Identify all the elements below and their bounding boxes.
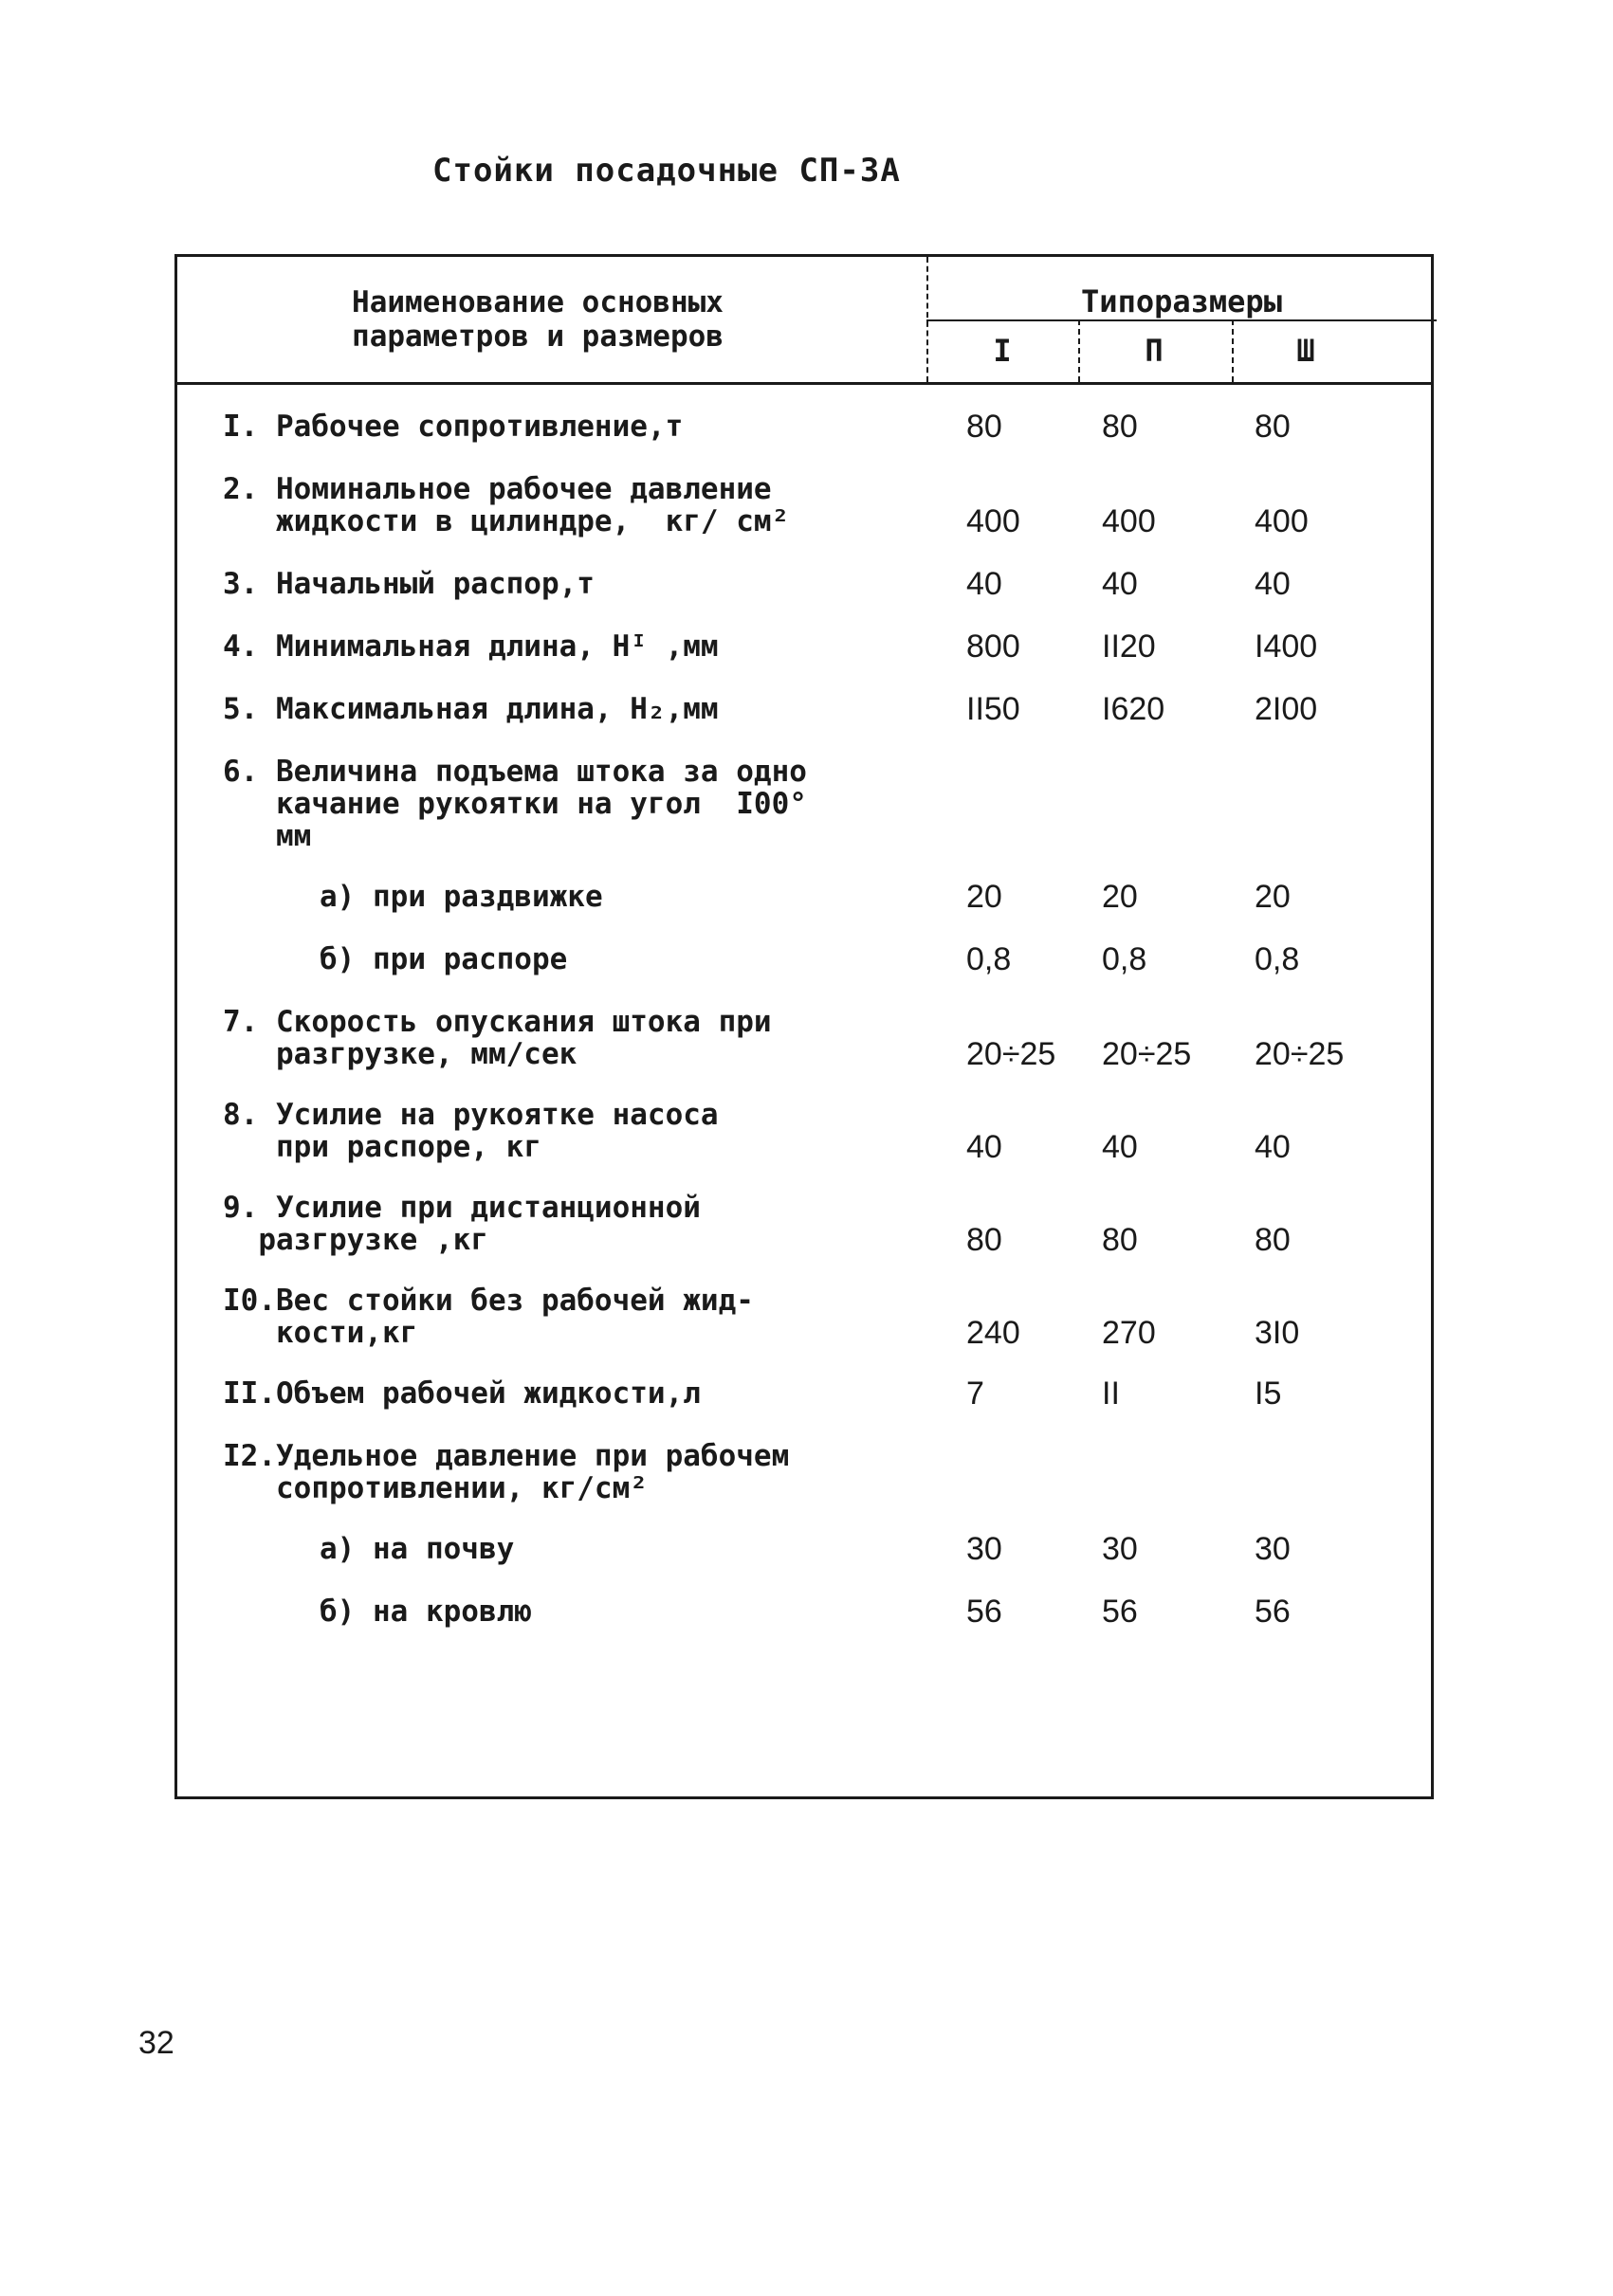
row-label: 5. Максимальная длина, H₂,мм bbox=[223, 692, 719, 726]
column-header-1: I bbox=[993, 333, 1012, 369]
row-value-col-2: 20÷25 bbox=[1102, 1036, 1192, 1072]
row-value-col-1: 800 bbox=[966, 629, 1020, 665]
parameters-table bbox=[174, 254, 1434, 1799]
row-label: б) при распоре bbox=[320, 942, 568, 976]
row-value-col-3: 20 bbox=[1255, 879, 1291, 915]
row-value-col-3: 40 bbox=[1255, 1129, 1291, 1165]
row-label: а) на почву bbox=[320, 1532, 515, 1566]
row-label: 6. Величина подъема штока за одно качание рукоятки на угол I00° мм bbox=[223, 755, 807, 853]
row-value-col-3: 20÷25 bbox=[1255, 1036, 1345, 1072]
parameter-column-header bbox=[291, 285, 784, 354]
row-value-col-2: 56 bbox=[1102, 1594, 1138, 1630]
row-value-col-2: 40 bbox=[1102, 566, 1138, 602]
row-label: 2. Номинальное рабочее давление жидкости в цилиндре, кг/ см² bbox=[223, 472, 790, 538]
row-label: I2.Удельное давление при рабочем сопротивлении, кг/см² bbox=[223, 1439, 790, 1505]
row-label: I. Рабочее сопротивление,т bbox=[223, 410, 684, 444]
row-value-col-2: I620 bbox=[1102, 691, 1165, 727]
row-value-col-2: 40 bbox=[1102, 1129, 1138, 1165]
row-value-col-1: 80 bbox=[966, 409, 1002, 445]
row-value-col-3: 56 bbox=[1255, 1594, 1291, 1630]
header-subrule bbox=[926, 319, 1437, 321]
row-value-col-1: 40 bbox=[966, 566, 1002, 602]
row-value-col-3: 0,8 bbox=[1255, 941, 1300, 977]
document-title: Стойки посадочные СП-3А bbox=[432, 152, 901, 190]
row-value-col-3: 400 bbox=[1255, 503, 1309, 539]
row-value-col-1: 20÷25 bbox=[966, 1036, 1056, 1072]
parameter-header-line: Наименование основных bbox=[352, 285, 724, 319]
row-label: а) при раздвижке bbox=[320, 880, 603, 914]
column-header-3: Ш bbox=[1296, 333, 1315, 369]
row-label: 4. Минимальная длина, Hᴵ ,мм bbox=[223, 629, 719, 664]
row-value-col-2: 80 bbox=[1102, 1222, 1138, 1258]
parameter-header-line: параметров и размеров bbox=[352, 319, 724, 354]
row-value-col-1: 7 bbox=[966, 1376, 984, 1412]
row-value-col-1: 0,8 bbox=[966, 941, 1012, 977]
subheader-separator bbox=[1078, 319, 1080, 382]
row-value-col-2: 20 bbox=[1102, 879, 1138, 915]
row-label: 3. Начальный распор,т bbox=[223, 567, 595, 601]
row-label: II.Объем рабочей жидкости,л bbox=[223, 1376, 701, 1411]
row-label: 8. Усилие на рукоятке насоса при распоре, кг bbox=[223, 1098, 719, 1164]
row-value-col-2: II20 bbox=[1102, 629, 1156, 665]
header-rule bbox=[177, 382, 1431, 385]
row-label: 9. Усилие при дистанционной разгрузке ,кг bbox=[223, 1191, 701, 1257]
row-value-col-3: 80 bbox=[1255, 409, 1291, 445]
row-label: 7. Скорость опускания штока при разгрузке, мм/сек bbox=[223, 1005, 772, 1071]
row-value-col-2: II bbox=[1102, 1376, 1120, 1412]
row-value-col-1: 40 bbox=[966, 1129, 1002, 1165]
sizes-group-header: Типоразмеры bbox=[1081, 283, 1282, 319]
row-label: I0.Вес стойки без рабочей жид- кости,кг bbox=[223, 1284, 754, 1350]
row-value-col-1: 56 bbox=[966, 1594, 1002, 1630]
row-value-col-1: 400 bbox=[966, 503, 1020, 539]
row-value-col-3: 80 bbox=[1255, 1222, 1291, 1258]
row-value-col-2: 0,8 bbox=[1102, 941, 1147, 977]
row-value-col-3: 30 bbox=[1255, 1531, 1291, 1567]
row-value-col-2: 400 bbox=[1102, 503, 1156, 539]
row-value-col-2: 270 bbox=[1102, 1315, 1156, 1351]
row-value-col-3: 40 bbox=[1255, 566, 1291, 602]
row-value-col-2: 30 bbox=[1102, 1531, 1138, 1567]
row-value-col-1: 240 bbox=[966, 1315, 1020, 1351]
row-value-col-1: 80 bbox=[966, 1222, 1002, 1258]
row-value-col-1: II50 bbox=[966, 691, 1020, 727]
page-number: 32 bbox=[138, 2025, 174, 2061]
column-header-2: П bbox=[1145, 333, 1164, 369]
row-value-col-3: 2I00 bbox=[1255, 691, 1318, 727]
row-label: б) на кровлю bbox=[320, 1594, 532, 1629]
row-value-col-1: 20 bbox=[966, 879, 1002, 915]
row-value-col-3: I5 bbox=[1255, 1376, 1282, 1412]
row-value-col-3: 3I0 bbox=[1255, 1315, 1300, 1351]
row-value-col-1: 30 bbox=[966, 1531, 1002, 1567]
subheader-separator bbox=[1232, 319, 1234, 382]
row-value-col-3: I400 bbox=[1255, 629, 1318, 665]
row-value-col-2: 80 bbox=[1102, 409, 1138, 445]
